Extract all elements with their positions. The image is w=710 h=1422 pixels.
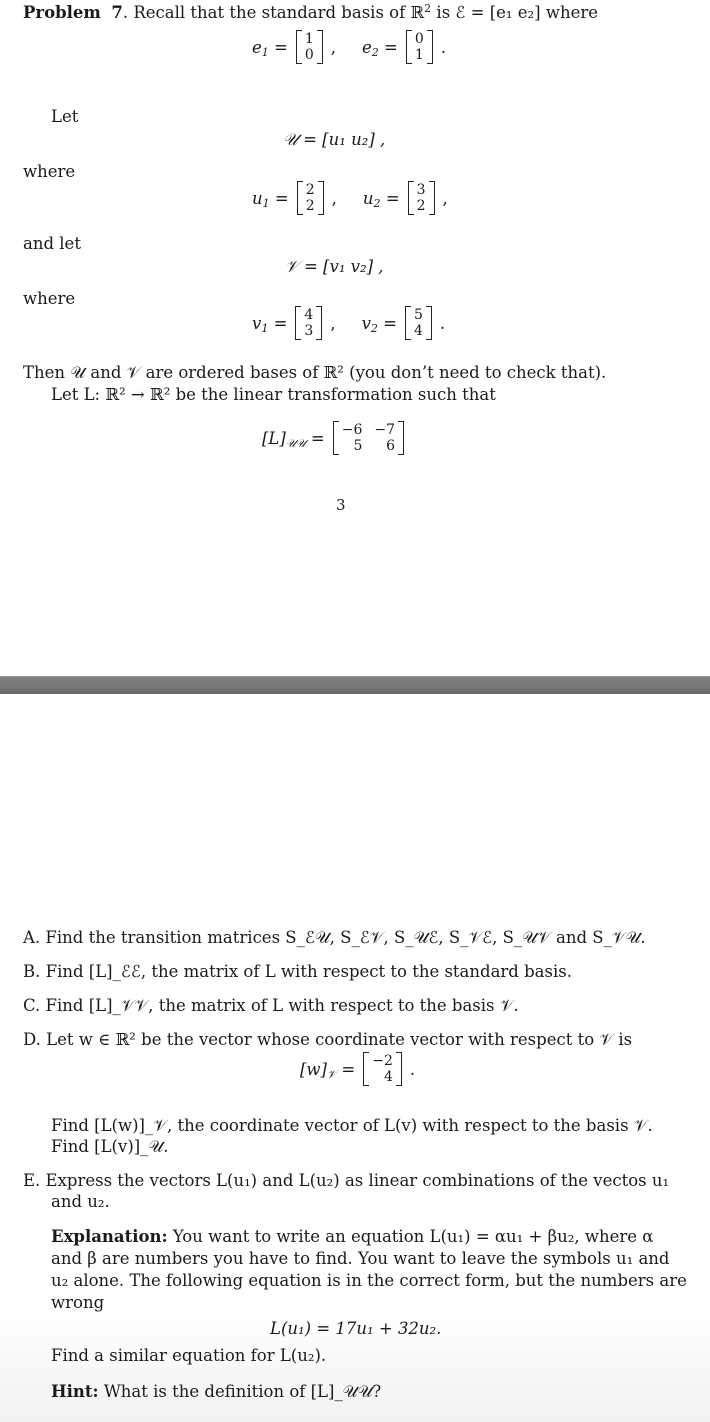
part-b-text: Find [L]_ℰℰ, the matrix of L with respect to the standard basis. xyxy=(45,962,572,981)
page-1 xyxy=(0,0,710,676)
hint-label: Hint: xyxy=(51,1382,99,1401)
part-d-text: Let w ∈ ℝ² be the vector whose coordinate vector with respect to 𝒱 is xyxy=(46,1030,633,1049)
part-b xyxy=(23,962,572,981)
example-equation: L(u₁) = 17u₁ + 32u₂. xyxy=(270,1319,442,1338)
L-UU-label: $[L]_{𝒰𝒰}$ = xyxy=(262,428,325,450)
e1-matrix: 1 0 xyxy=(296,30,323,64)
let-label: Let xyxy=(51,107,79,126)
explanation-line-3: u₂ alone. The following equation is in the correct form, but the numbers are xyxy=(51,1271,687,1290)
e-vectors-equation xyxy=(252,30,446,64)
part-d-find-2: Find [L(v)]_𝒰. xyxy=(51,1137,169,1156)
part-a-letter: A. xyxy=(23,928,41,947)
v-vectors-equation xyxy=(252,306,445,340)
part-e-letter: E. xyxy=(23,1171,41,1190)
where-label-2: where xyxy=(23,289,76,308)
u2-punct: , xyxy=(442,188,448,208)
part-e-line-1: Express the vectors L(u₁) and L(u₂) as linear combinations of the vectos u₁ xyxy=(45,1171,670,1190)
u2-matrix: 3 2 xyxy=(408,181,435,215)
part-a-text: Find the transition matrices S_ℰ𝒰, S_ℰ𝒱, S_𝒰ℰ, S_𝒱ℰ, S_𝒰𝒱 and S_𝒱𝒰. xyxy=(45,928,646,947)
part-c xyxy=(23,996,519,1016)
let-L-line: Let L: ℝ² → ℝ² be the linear transformation such that xyxy=(51,385,496,404)
page-2 xyxy=(0,694,710,1422)
u1-punct: , xyxy=(331,188,337,208)
explanation-line-4: wrong xyxy=(51,1293,105,1312)
part-d xyxy=(23,1030,632,1050)
w-V-label: $[w]_𝒱$ = xyxy=(300,1059,356,1081)
basis-u-definition: 𝒰 = [u₁ u₂] , xyxy=(283,130,386,149)
u1-matrix: 2 2 xyxy=(297,181,324,215)
explanation-line-2: and β are numbers you have to find. You want to leave the symbols u₁ and xyxy=(51,1249,670,1268)
intro-superscript: 2 xyxy=(424,2,432,15)
hint-text: What is the definition of [L]_𝒰𝒰? xyxy=(98,1382,382,1401)
part-e-line-2: and u₂. xyxy=(51,1192,110,1211)
e1-punct: , xyxy=(330,37,337,57)
part-e xyxy=(23,1171,669,1190)
v1-punct: , xyxy=(330,313,336,333)
e2-label: $e_2$ = xyxy=(362,37,398,59)
problem-heading xyxy=(23,3,598,22)
find-similar-line: Find a similar equation for L(u₂). xyxy=(51,1346,327,1365)
u1-label: $u_1$ = xyxy=(252,188,289,210)
part-c-letter: C. xyxy=(23,996,41,1015)
v2-matrix: 5 4 xyxy=(405,306,432,340)
w-V-equation xyxy=(300,1052,415,1086)
e2-punct: . xyxy=(440,37,447,57)
page-number: 3 xyxy=(336,496,346,514)
u-vectors-equation xyxy=(252,181,448,215)
explanation-label: Explanation: xyxy=(51,1227,168,1246)
v2-punct: . xyxy=(439,313,446,333)
part-d-letter: D. xyxy=(23,1030,41,1049)
and-let-label: and let xyxy=(23,234,81,253)
e1-label: $e_1$ = xyxy=(252,37,288,59)
problem-label: Problem xyxy=(23,3,101,22)
part-c-text: Find [L]_𝒱𝒱, the matrix of L with respect to the basis 𝒱. xyxy=(45,996,519,1015)
where-label-1: where xyxy=(23,162,76,181)
v2-label: $v_2$ = xyxy=(361,313,397,335)
problem-intro-tail: is ℰ = [e₁ e₂] where xyxy=(431,3,599,22)
L-UU-matrix: −6 −7 5 6 xyxy=(333,421,404,455)
e2-matrix: 0 1 xyxy=(406,30,433,64)
part-a xyxy=(23,928,646,948)
part-d-find-1: Find [L(w)]_𝒱, the coordinate vector of L(v) with respect to the basis 𝒱. xyxy=(51,1116,653,1135)
problem-number: 7 xyxy=(111,3,123,22)
explanation-line-1: Explanation: You want to write an equation L(u₁) = αu₁ + βu₂, where α xyxy=(51,1227,654,1246)
v1-matrix: 4 3 xyxy=(295,306,322,340)
v1-label: $v_1$ = xyxy=(252,313,288,335)
L-UU-equation xyxy=(262,421,406,455)
basis-v-definition: 𝒱 = [v₁ v₂] , xyxy=(285,257,384,276)
w-V-matrix: −2 4 xyxy=(363,1052,402,1086)
part-b-letter: B. xyxy=(23,962,41,981)
problem-intro: . Recall that the standard basis of ℝ xyxy=(122,3,425,22)
page-separator xyxy=(0,676,710,694)
w-V-punct: . xyxy=(409,1059,416,1079)
then-line: Then 𝒰 and 𝒱 are ordered bases of ℝ² (you don’t need to check that). xyxy=(23,363,607,382)
hint-line xyxy=(51,1382,381,1402)
u2-label: $u_2$ = xyxy=(362,188,400,210)
